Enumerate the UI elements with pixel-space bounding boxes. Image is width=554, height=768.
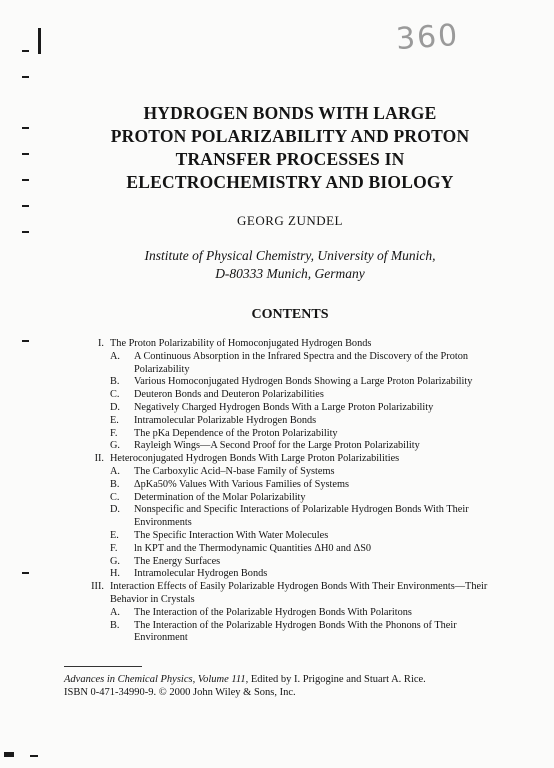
binder-mark [22, 231, 29, 233]
toc-section-title: Heteroconjugated Hydrogen Bonds With Large Proton Polarizabilities [110, 453, 400, 465]
toc-item: C. Deuteron Bonds and Deuteron Polarizabilities [110, 389, 324, 401]
toc-section [86, 453, 506, 581]
binder-mark [22, 50, 29, 52]
toc-section-title: The Proton Polarizability of Homoconjugated Hydrogen Bonds [110, 338, 372, 349]
toc-item: F. ln KPT and the Thermodynamic Quantities ΔH0 and ΔS0 [110, 542, 372, 554]
binder-mark [30, 755, 38, 757]
toc-item: D. Nonspecific and Specific Interactions of Polarizable Hydrogen Bonds With Their Environments [110, 504, 469, 529]
binder-mark [38, 28, 41, 54]
pencil-annotation: 360 [394, 17, 461, 58]
title-line: HYDROGEN BONDS WITH LARGE [143, 103, 437, 123]
title-line: TRANSFER PROCESSES IN [175, 149, 405, 169]
toc-section-number: I. [97, 338, 104, 349]
binder-mark [22, 127, 29, 129]
publication-footnote [64, 673, 426, 699]
toc-item: B. ΔpKa50% Values With Various Families of Systems [110, 478, 349, 490]
toc-section-number: III. [91, 581, 104, 593]
binder-mark [22, 205, 29, 207]
title-line: PROTON POLARIZABILITY AND PROTON [110, 126, 470, 146]
toc-section-number: II. [94, 453, 104, 465]
contents-heading: CONTENTS [251, 307, 329, 322]
toc-item: C. Determination of the Molar Polarizability [110, 491, 306, 503]
binder-mark [4, 752, 14, 757]
binder-mark [22, 179, 29, 181]
toc-item: G. Rayleigh Wings—A Second Proof for the Large Proton Polarizability [110, 440, 420, 452]
binder-mark [22, 76, 29, 78]
toc-item: B. The Interaction of the Polarizable Hydrogen Bonds With the Phonons of Their Environment [110, 619, 457, 644]
toc-section-title: Interaction Effects of Easily Polarizable Hydrogen Bonds With Their Environments—Their Behavior in Crystals [110, 581, 488, 605]
footnote-line [64, 673, 426, 686]
title-line: ELECTROCHEMISTRY AND BIOLOGY [126, 172, 454, 192]
paper-title [60, 102, 520, 194]
footnote-rule [64, 666, 142, 667]
toc-section [86, 338, 506, 453]
author-name: GEORG ZUNDEL [236, 213, 343, 228]
toc-item: F. The pKa Dependence of the Proton Polarizability [110, 427, 338, 439]
series-title: Advances in Chemical Physics, Volume 111, [64, 674, 249, 685]
binder-mark [22, 572, 29, 574]
affiliation-line: Institute of Physical Chemistry, University of Munich, [144, 248, 436, 263]
binder-mark [22, 340, 29, 342]
editors-text: Edited by I. Prigogine and Stuart A. Rice. [248, 674, 426, 685]
toc-item: A. The Carboxylic Acid–N-base Family of Systems [110, 465, 335, 477]
affiliation-line: D-80333 Munich, Germany [215, 266, 365, 281]
binder-mark [22, 153, 29, 155]
toc-item: E. Intramolecular Polarizable Hydrogen Bonds [110, 414, 317, 426]
toc-item: B. Various Homoconjugated Hydrogen Bonds Showing a Large Proton Polarizability [110, 376, 473, 388]
author-affiliation [60, 247, 520, 283]
toc-item: E. The Specific Interaction With Water Molecules [110, 529, 329, 541]
toc-item: H. Intramolecular Hydrogen Bonds [110, 568, 268, 580]
toc-item: A. A Continuous Absorption in the Infrared Spectra and the Discovery of the Proton Polarizability [110, 350, 469, 375]
table-of-contents [86, 338, 506, 645]
toc-section [86, 581, 506, 645]
toc-item: D. Negatively Charged Hydrogen Bonds With a Large Proton Polarizability [110, 401, 434, 413]
toc-item: G. The Energy Surfaces [110, 555, 221, 567]
footnote-line: ISBN 0-471-34990-9. © 2000 John Wiley & Sons, Inc. [64, 687, 296, 698]
toc-item: A. The Interaction of the Polarizable Hydrogen Bonds With Polaritons [110, 606, 412, 618]
